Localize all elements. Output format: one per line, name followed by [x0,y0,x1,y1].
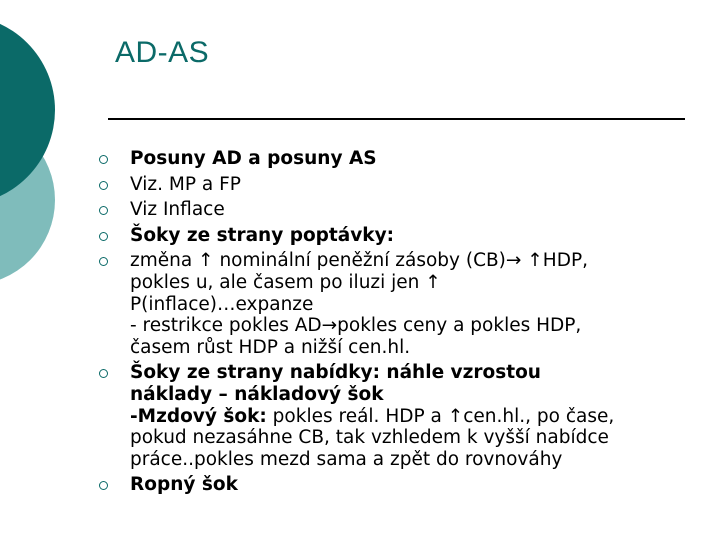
text-segment: - restrikce pokles AD [130,315,322,337]
bullet-line: P(inflace)…expanze [130,293,314,315]
text-segment: pokles reál. HDP a ↑cen.hl., po čase, [266,405,615,427]
bullet-text: Viz. MP a FP [130,173,241,195]
text-segment-bold: -Mzdový šok: [130,405,267,427]
bullet-text: Posuny AD a posuny AS [130,148,377,169]
bullet-line: náklady – nákladový šok [130,383,384,405]
bullet-circle-icon [99,369,108,378]
right-arrow-icon: → [505,250,522,272]
bullet-item [95,474,713,496]
bullet-circle-icon [99,232,108,241]
text-segment: pokles ceny a pokles HDP, [337,315,582,337]
bullet-item [95,148,713,170]
bullet-item-supply-shock [95,362,713,470]
bullet-line [130,250,713,272]
title-divider [108,118,685,120]
bullet-circle-icon [99,206,108,215]
bullet-item [95,225,713,247]
bullet-circle-icon [99,257,108,266]
bullet-text: Viz Inflace [130,199,225,221]
bullet-circle-icon [99,155,108,164]
bullet-line [130,406,713,428]
bullet-item [95,199,713,221]
bullet-line: pokud nezasáhne CB, tak vzhledem k vyšší nabídce [130,427,609,449]
bullet-line: časem růst HDP a nižší cen.hl. [130,336,411,358]
bullet-item [95,174,713,196]
bullet-line: práce..pokles mezd sama a zpět do rovnováhy [130,448,563,470]
right-arrow-icon: → [321,315,338,337]
bullet-line: pokles u, ale časem po iluzi jen ↑ [130,271,441,293]
text-segment: změna ↑ nominální peněžní zásoby (CB) [130,250,506,272]
bullet-text: Ropný šok [130,474,238,496]
bullet-circle-icon [99,181,108,190]
bullet-line [130,315,713,337]
bullet-list [95,148,713,500]
bullet-text: Šoky ze strany poptávky: [130,224,395,246]
slide-title: AD-AS [115,36,210,69]
text-segment: ↑HDP, [521,250,588,272]
bullet-line: Šoky ze strany nabídky: náhle vzrostou [130,362,541,384]
bullet-circle-icon [99,481,108,490]
bullet-item-demand-shock [95,250,713,358]
